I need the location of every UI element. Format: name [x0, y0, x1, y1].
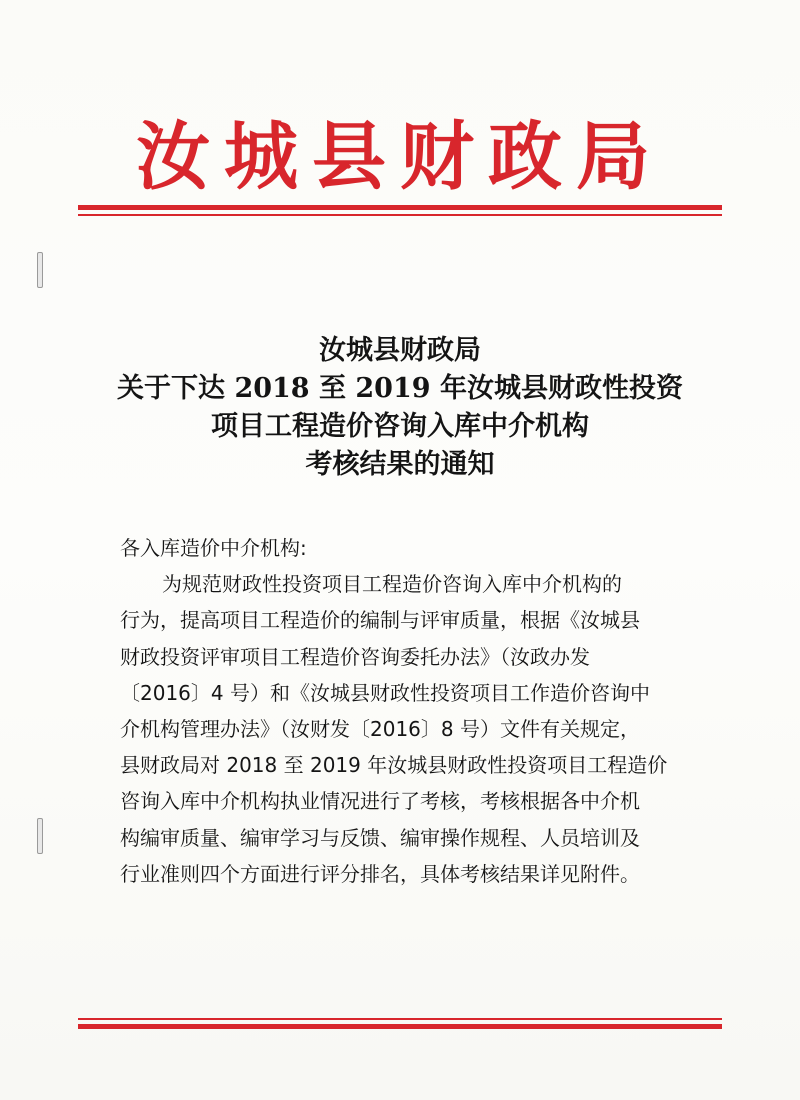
heading-line-issuer: 汝城县财政局	[319, 335, 481, 366]
footer-rule-thick	[78, 1024, 722, 1029]
paragraph-line: 县财政局对 2018 至 2019 年汝城县财政性投资项目工程造价	[120, 753, 668, 778]
document-heading	[0, 332, 800, 484]
letterhead-title: 汝城县财政局	[136, 114, 664, 200]
staple-mark	[37, 818, 43, 854]
paragraph-line: 财政投资评审项目工程造价咨询委托办法》（汝政办发	[120, 644, 590, 669]
heading-line-subject-1: 关于下达 2018 至 2019 年汝城县财政性投资	[117, 373, 683, 404]
paragraph-line: 介机构管理办法》（汝财发〔2016〕8 号）文件有关规定，	[120, 717, 640, 742]
heading-line-subject-3: 考核结果的通知	[305, 449, 495, 480]
paragraph-line: 为规范财政性投资项目工程造价咨询入库中介机构的	[162, 572, 622, 597]
paragraph-line: 行为，提高项目工程造价的编制与评审质量，根据《汝城县	[120, 608, 640, 633]
document-body	[120, 530, 692, 892]
heading-line-subject-2: 项目工程造价咨询入库中介机构	[211, 411, 589, 442]
paragraph-line: 行业准则四个方面进行评分排名，具体考核结果详见附件。	[120, 861, 640, 886]
letterhead-rule-thin	[78, 214, 722, 216]
paragraph-line: 咨询入库中介机构执业情况进行了考核，考核根据各中介机	[120, 789, 640, 814]
staple-mark	[37, 252, 43, 288]
paragraph-line: 构编审质量、编审学习与反馈、编审操作规程、人员培训及	[120, 825, 640, 850]
paragraph-line: 〔2016〕4 号）和《汝城县财政性投资项目工作造价咨询中	[120, 680, 650, 705]
letterhead-rule-thick	[78, 205, 722, 210]
footer-rule-thin	[78, 1018, 722, 1020]
salutation: 各入库造价中介机构:	[120, 536, 307, 560]
